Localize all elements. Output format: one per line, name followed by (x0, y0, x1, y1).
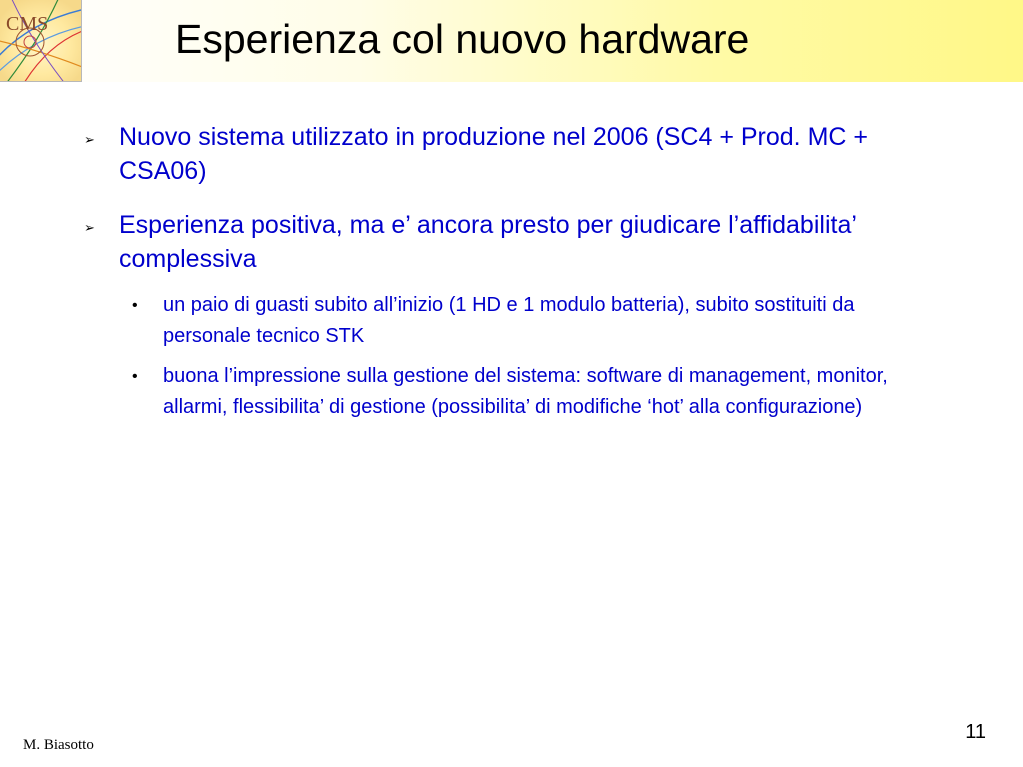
arrow-bullet-icon: ➢ (84, 220, 95, 235)
arrow-bullet-icon: ➢ (84, 132, 95, 147)
cms-logo-icon (0, 0, 82, 82)
slide-content (84, 120, 944, 438)
slide-title: Esperienza col nuovo hardware (175, 16, 750, 62)
footer-author: M. Biasotto (23, 737, 94, 753)
dot-bullet-icon: • (132, 368, 138, 385)
bullet-text: Esperienza positiva, ma e’ ancora presto per giudicare l’affidabilita’ complessiva (119, 211, 856, 273)
sub-bullet-item (84, 290, 944, 352)
bullet-item (84, 120, 944, 188)
sub-bullet-text: buona l’impressione sulla gestione del sistema: software di management, monitor, allarmi, flessibilita’ di gestione (possibilita’ di modifiche ‘hot’ alla configurazione) (163, 365, 888, 418)
page-number: 11 (965, 721, 986, 743)
sub-bullet-item (84, 361, 944, 423)
bullet-item (84, 208, 944, 276)
dot-bullet-icon: • (132, 297, 138, 314)
cms-logo-text: CMS (6, 13, 49, 35)
bullet-text: Nuovo sistema utilizzato in produzione nel 2006 (SC4 + Prod. MC + CSA06) (119, 123, 868, 185)
sub-bullet-text: un paio di guasti subito all’inizio (1 HD e 1 modulo batteria), subito sostituiti da personale tecnico STK (163, 294, 855, 347)
